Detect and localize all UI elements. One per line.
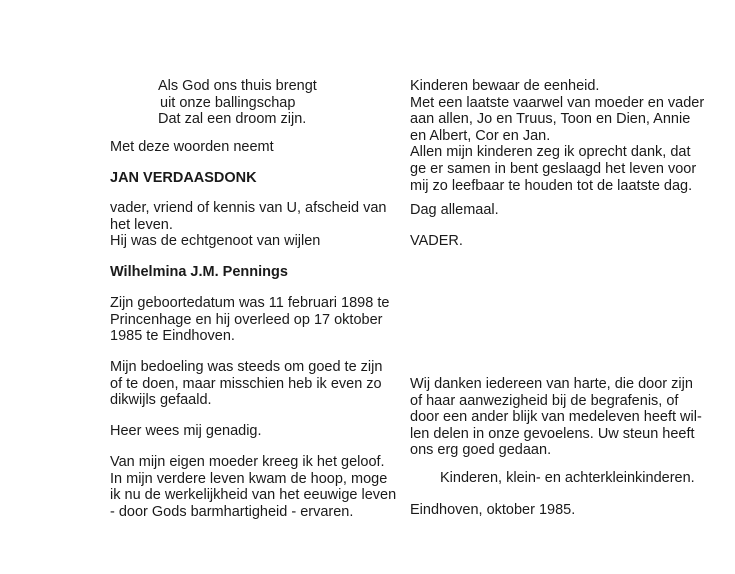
prayer-text: Heer wees mij genadig. xyxy=(110,423,262,439)
poem-line: uit onze ballingschap xyxy=(160,94,296,111)
farewell-line: vader, vriend of kennis van U, afscheid van xyxy=(110,200,387,216)
birth-line: Princenhage en hij overleed op 17 oktober xyxy=(110,311,383,328)
thanks-line: of haar aanwezigheid bij de begrafenis, of xyxy=(410,392,679,409)
goodbye-text: Dag allemaal. xyxy=(410,202,499,218)
message-line: mij zo leefbaar te houden tot de laatste dag. xyxy=(410,177,693,194)
birth-line: Zijn geboortedatum was 11 februari 1898 te xyxy=(110,295,390,311)
signature: VADER. xyxy=(410,233,463,249)
faith-line: In mijn verdere leven kwam de hoop, moge xyxy=(110,470,388,487)
poem xyxy=(158,78,320,128)
poem-line: Als God ons thuis brengt xyxy=(158,78,317,94)
farewell-line: het leven. xyxy=(110,216,173,233)
thanks-line: len delen in onze gevoelens. Uw steun heeft xyxy=(410,425,695,442)
message-line: en Albert, Cor en Jan. xyxy=(410,127,551,144)
faith-line: - door Gods barmhartigheid - ervaren. xyxy=(110,503,354,520)
farewell-text xyxy=(110,200,387,250)
birth-line: 1985 te Eindhoven. xyxy=(110,328,235,345)
birth-text xyxy=(110,295,390,345)
intention-line: Mijn bedoeling was steeds om goed te zijn xyxy=(110,359,383,375)
message-text xyxy=(410,78,705,194)
deceased-name: JAN VERDAASDONK xyxy=(110,170,257,186)
faith-line: ik nu de werkelijkheid van het eeuwige leven xyxy=(110,487,397,504)
message-line: ge er samen in bent geslaagd het leven voor xyxy=(410,160,697,177)
spouse-name: Wilhelmina J.M. Pennings xyxy=(110,264,288,280)
faith-line: Van mijn eigen moeder kreeg ik het geloof. xyxy=(110,454,385,470)
place-date: Eindhoven, oktober 1985. xyxy=(410,502,576,518)
message-line: Allen mijn kinderen zeg ik oprecht dank, dat xyxy=(410,144,691,161)
thanks-text xyxy=(410,376,700,459)
message-line: aan allen, Jo en Truus, Toon en Dien, Annie xyxy=(410,111,691,128)
thanks-line: door een ander blijk van medeleven heeft wil- xyxy=(410,409,702,426)
message-line: Met een laatste vaarwel van moeder en vader xyxy=(410,94,705,111)
intro-text: Met deze woorden neemt xyxy=(110,139,274,155)
intention-line: of te doen, maar misschien heb ik even zo xyxy=(110,375,382,392)
message-line: Kinderen bewaar de eenheid. xyxy=(410,78,600,94)
thanks-line: Wij danken iedereen van harte, die door zijn xyxy=(410,376,693,392)
intention-text xyxy=(110,359,383,409)
faith-text xyxy=(110,454,397,520)
spouse-intro: Hij was de echtgenoot van wijlen xyxy=(110,233,321,250)
family-signature: Kinderen, klein- en achterkleinkinderen. xyxy=(440,470,695,486)
poem-line: Dat zal een droom zijn. xyxy=(158,111,307,128)
thanks-line: ons erg goed gedaan. xyxy=(410,442,552,459)
intention-line: dikwijls gefaald. xyxy=(110,392,212,409)
